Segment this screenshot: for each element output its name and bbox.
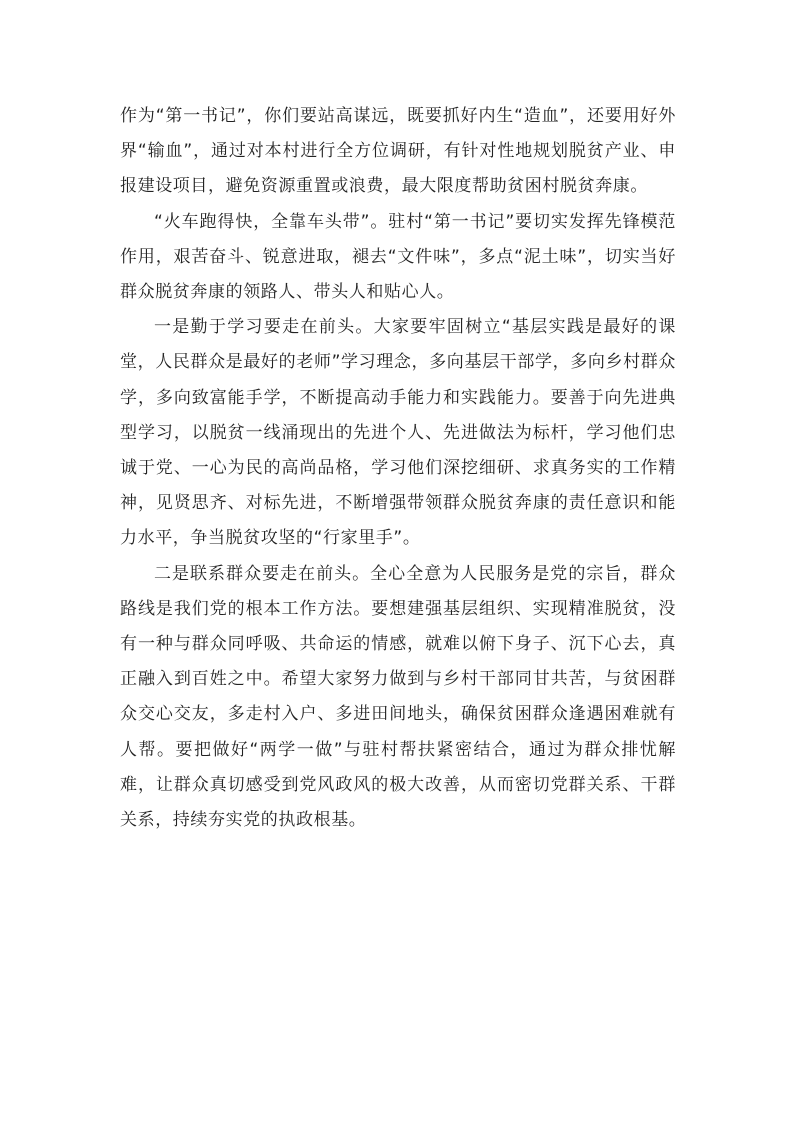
paragraph-contact-masses: 二是联系群众要走在前头。全心全意为人民服务是党的宗旨，群众路线是我们党的根本工作方法。要想建强基层组织、实现精准脱贫，没有一种与群众同呼吸、共命运的情感，就难以俯下身子、沉下心去，真正融入到百姓之中。希望大家努力做到与乡村干部同甘共苦，与贫困群众交心交友，多走村入户、多进田间地头，确保贫困群众逢遇困难就有人帮。要把做好“两学一做”与驻村帮扶紧密结合，通过为群众排忧解难，让群众真切感受到党风政风的极大改善，从而密切党群关系、干群关系，持续夯实党的执政根基。 [120, 563, 676, 831]
document-body [120, 99, 676, 838]
paragraph-study-first: 一是勤于学习要走在前头。大家要牢固树立“基层实践是最好的课堂，人民群众是最好的老师”学习理念，多向基层干部学，多向乡村群众学，多向致富能手学，不断提高动手能力和实践能力。要善于向先进典型学习，以脱贫一线涌现出的先进个人、先进做法为标杆，学习他们忠诚于党、一心为民的高尚品格，学习他们深挖细研、求真务实的工作精神，见贤思齐、对标先进，不断增强带领群众脱贫奔康的责任意识和能力水平，争当脱贫攻坚的“行家里手”。 [120, 317, 676, 549]
paragraph-train-analogy: “火车跑得快，全靠车头带”。驻村“第一书记”要切实发挥先锋模范作用，艰苦奋斗、锐意进取，褪去“文件味”，多点“泥土味”，切实当好群众脱贫奔康的领路人、带头人和贴心人。 [120, 211, 676, 303]
paragraph-continuation: 作为“第一书记”，你们要站高谋远，既要抓好内生“造血”，还要用好外界“输血”，通过对本村进行全方位调研，有针对性地规划脱贫产业、申报建设项目，避免资源重置或浪费，最大限度帮助贫困村脱贫奔康。 [120, 106, 676, 197]
